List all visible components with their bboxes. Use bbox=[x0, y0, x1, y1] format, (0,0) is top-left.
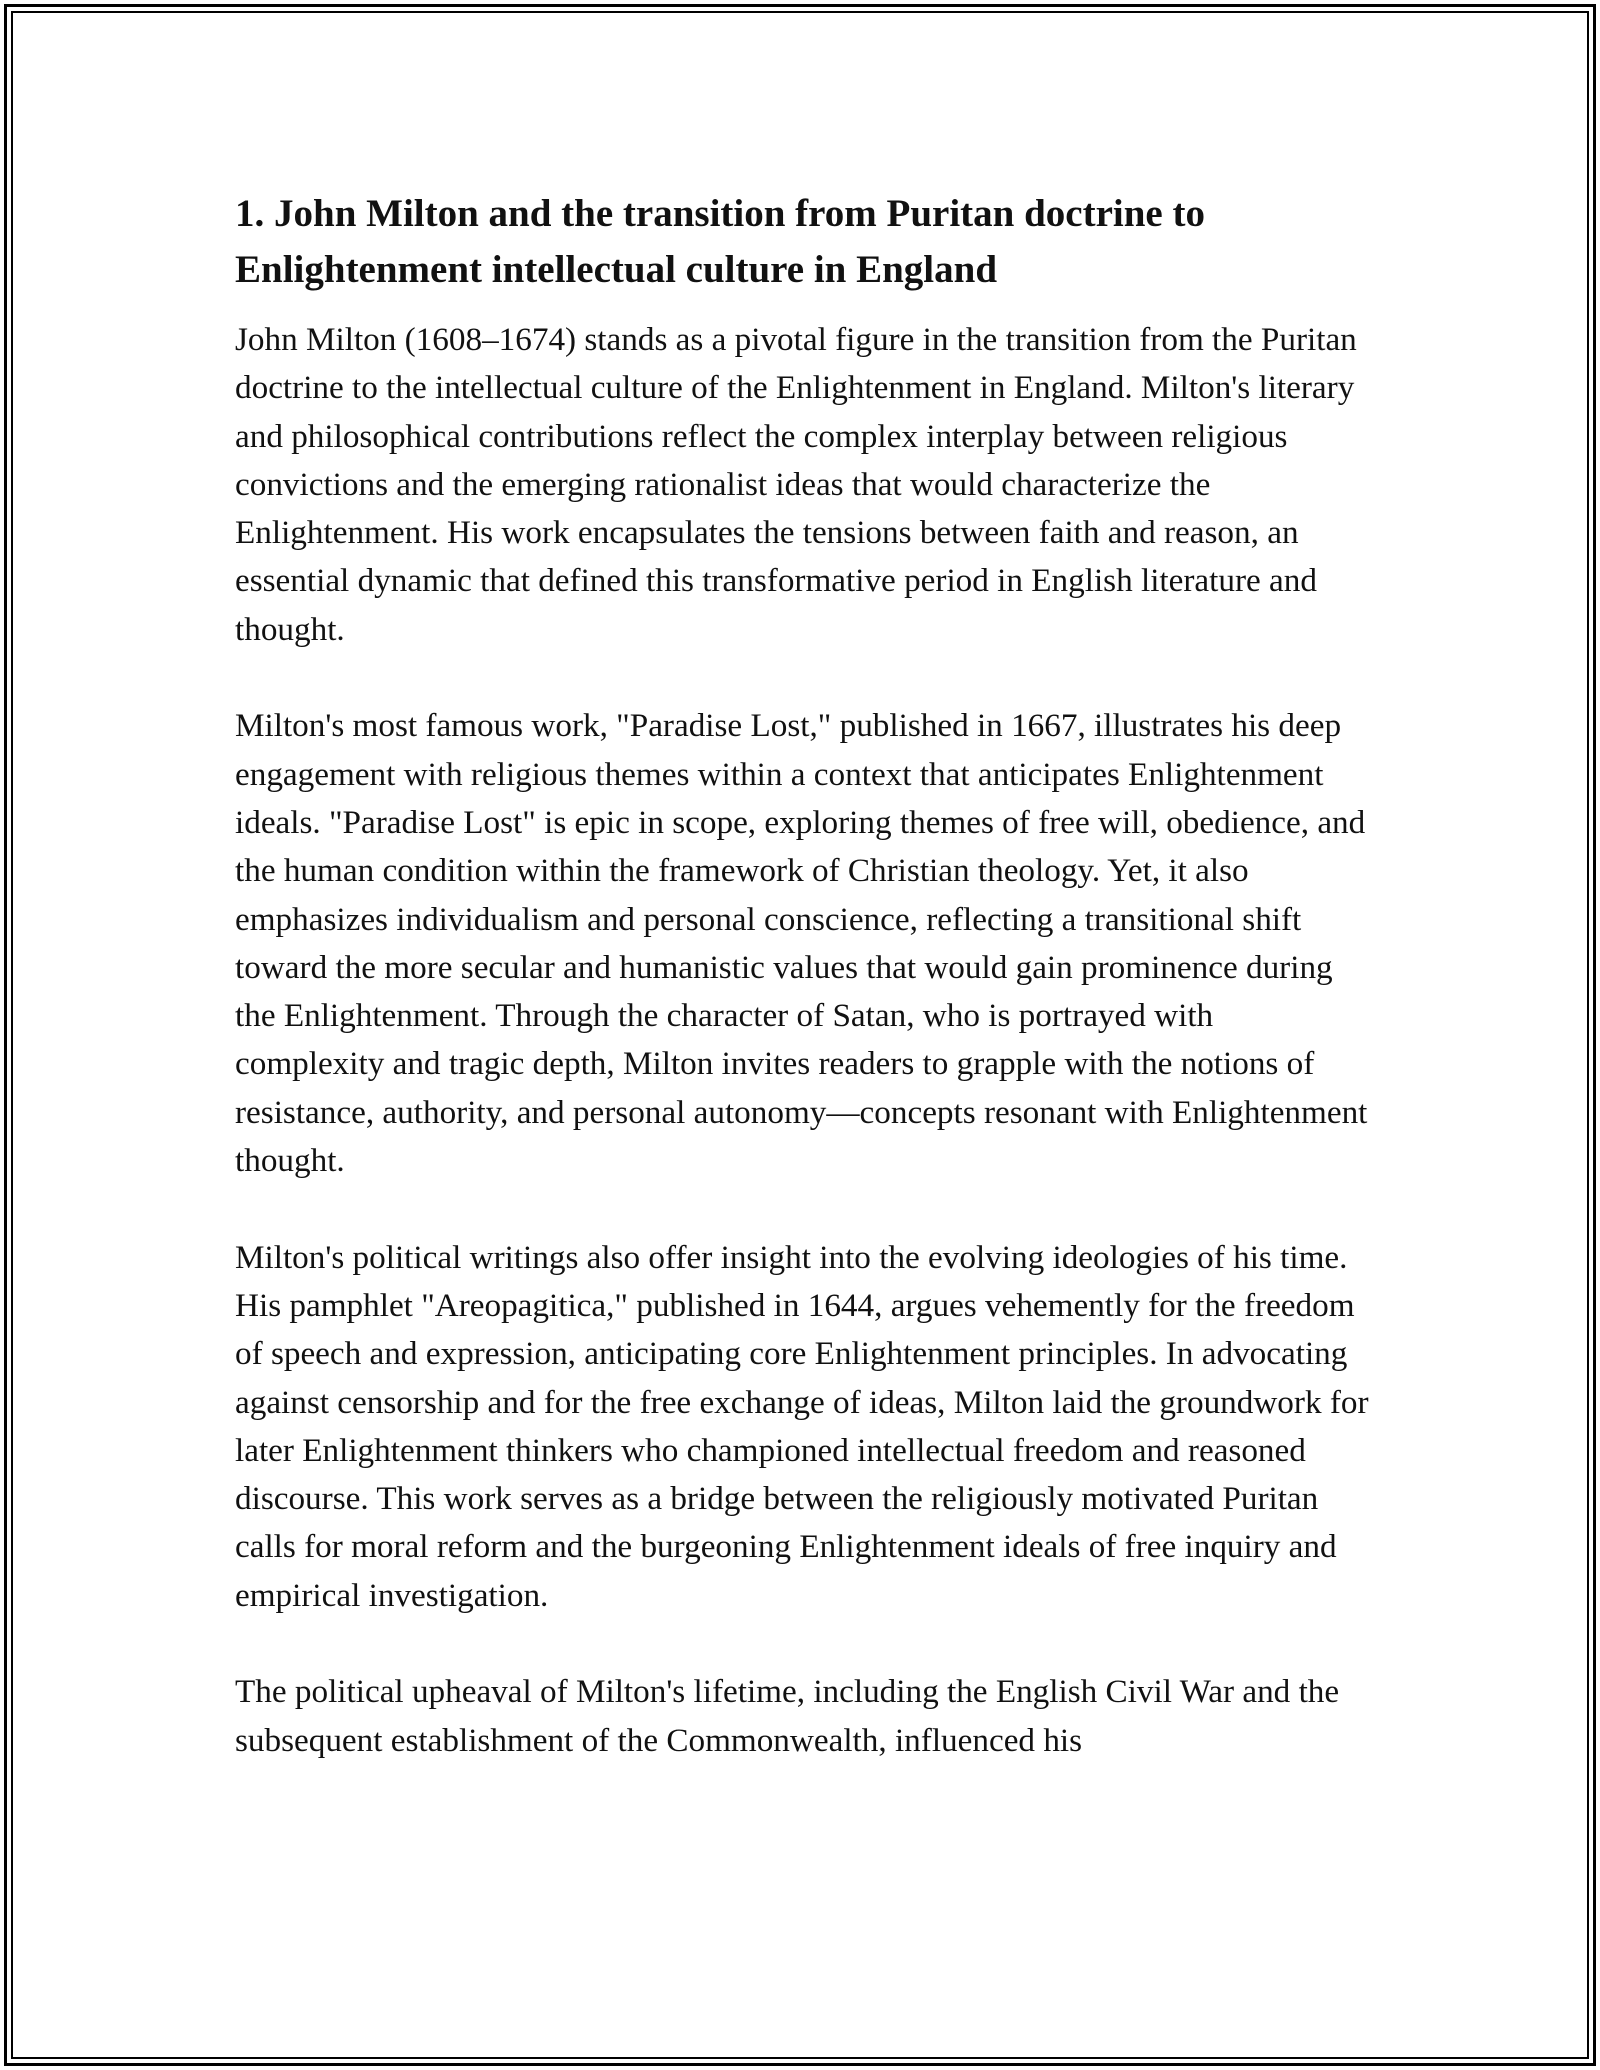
section-title: 1. John Milton and the transition from Puritan doctrine to Enlightenment intellectual culture in England bbox=[235, 192, 1205, 291]
paragraph-4: The political upheaval of Milton's lifetime, including the English Civil War and the subsequent establishment of the Commonwealth, influenced his bbox=[235, 1673, 1340, 1759]
document-body bbox=[235, 186, 1370, 1813]
paragraph-3: Milton's political writings also offer insight into the evolving ideologies of his time. His pamphlet "Areopagitica," published in 1644, argues vehemently for the freedom of speech and expression, anticipating core Enlightenment principles. In advocating against censorship and for the free exchange of ideas, Milton laid the groundwork for later Enlightenment thinkers who championed intellectual freedom and reasoned discourse. This work serves as a bridge between the religiously motivated Puritan calls for moral reform and the burgeoning Enlightenment ideals of free inquiry and empirical investigation. bbox=[235, 1238, 1369, 1614]
paragraph-1: John Milton (1608–1674) stands as a pivotal figure in the transition from the Puritan doctrine to the intellectual culture of the Enlightenment in England. Milton's literary and philosophical contributions reflect the complex interplay between religious convictions and the emerging rationalist ideas that would characterize the Enlightenment. His work encapsulates the tensions between faith and reason, an essential dynamic that defined this transformative period in English literature and thought. bbox=[235, 321, 1357, 648]
paragraph-2: Milton's most famous work, "Paradise Lost," published in 1667, illustrates his deep engagement with religious themes within a context that anticipates Enlightenment ideals. "Paradise Lost" is epic in scope, exploring themes of free will, obedience, and the human condition within the framework of Christian theology. Yet, it also emphasizes individualism and personal conscience, reflecting a transitional shift toward the more secular and humanistic values that would gain prominence during the Enlightenment. Through the character of Satan, who is portrayed with complexity and tragic depth, Milton invites readers to grapple with the notions of resistance, authority, and personal autonomy—concepts resonant with Enlightenment thought. bbox=[235, 707, 1368, 1180]
